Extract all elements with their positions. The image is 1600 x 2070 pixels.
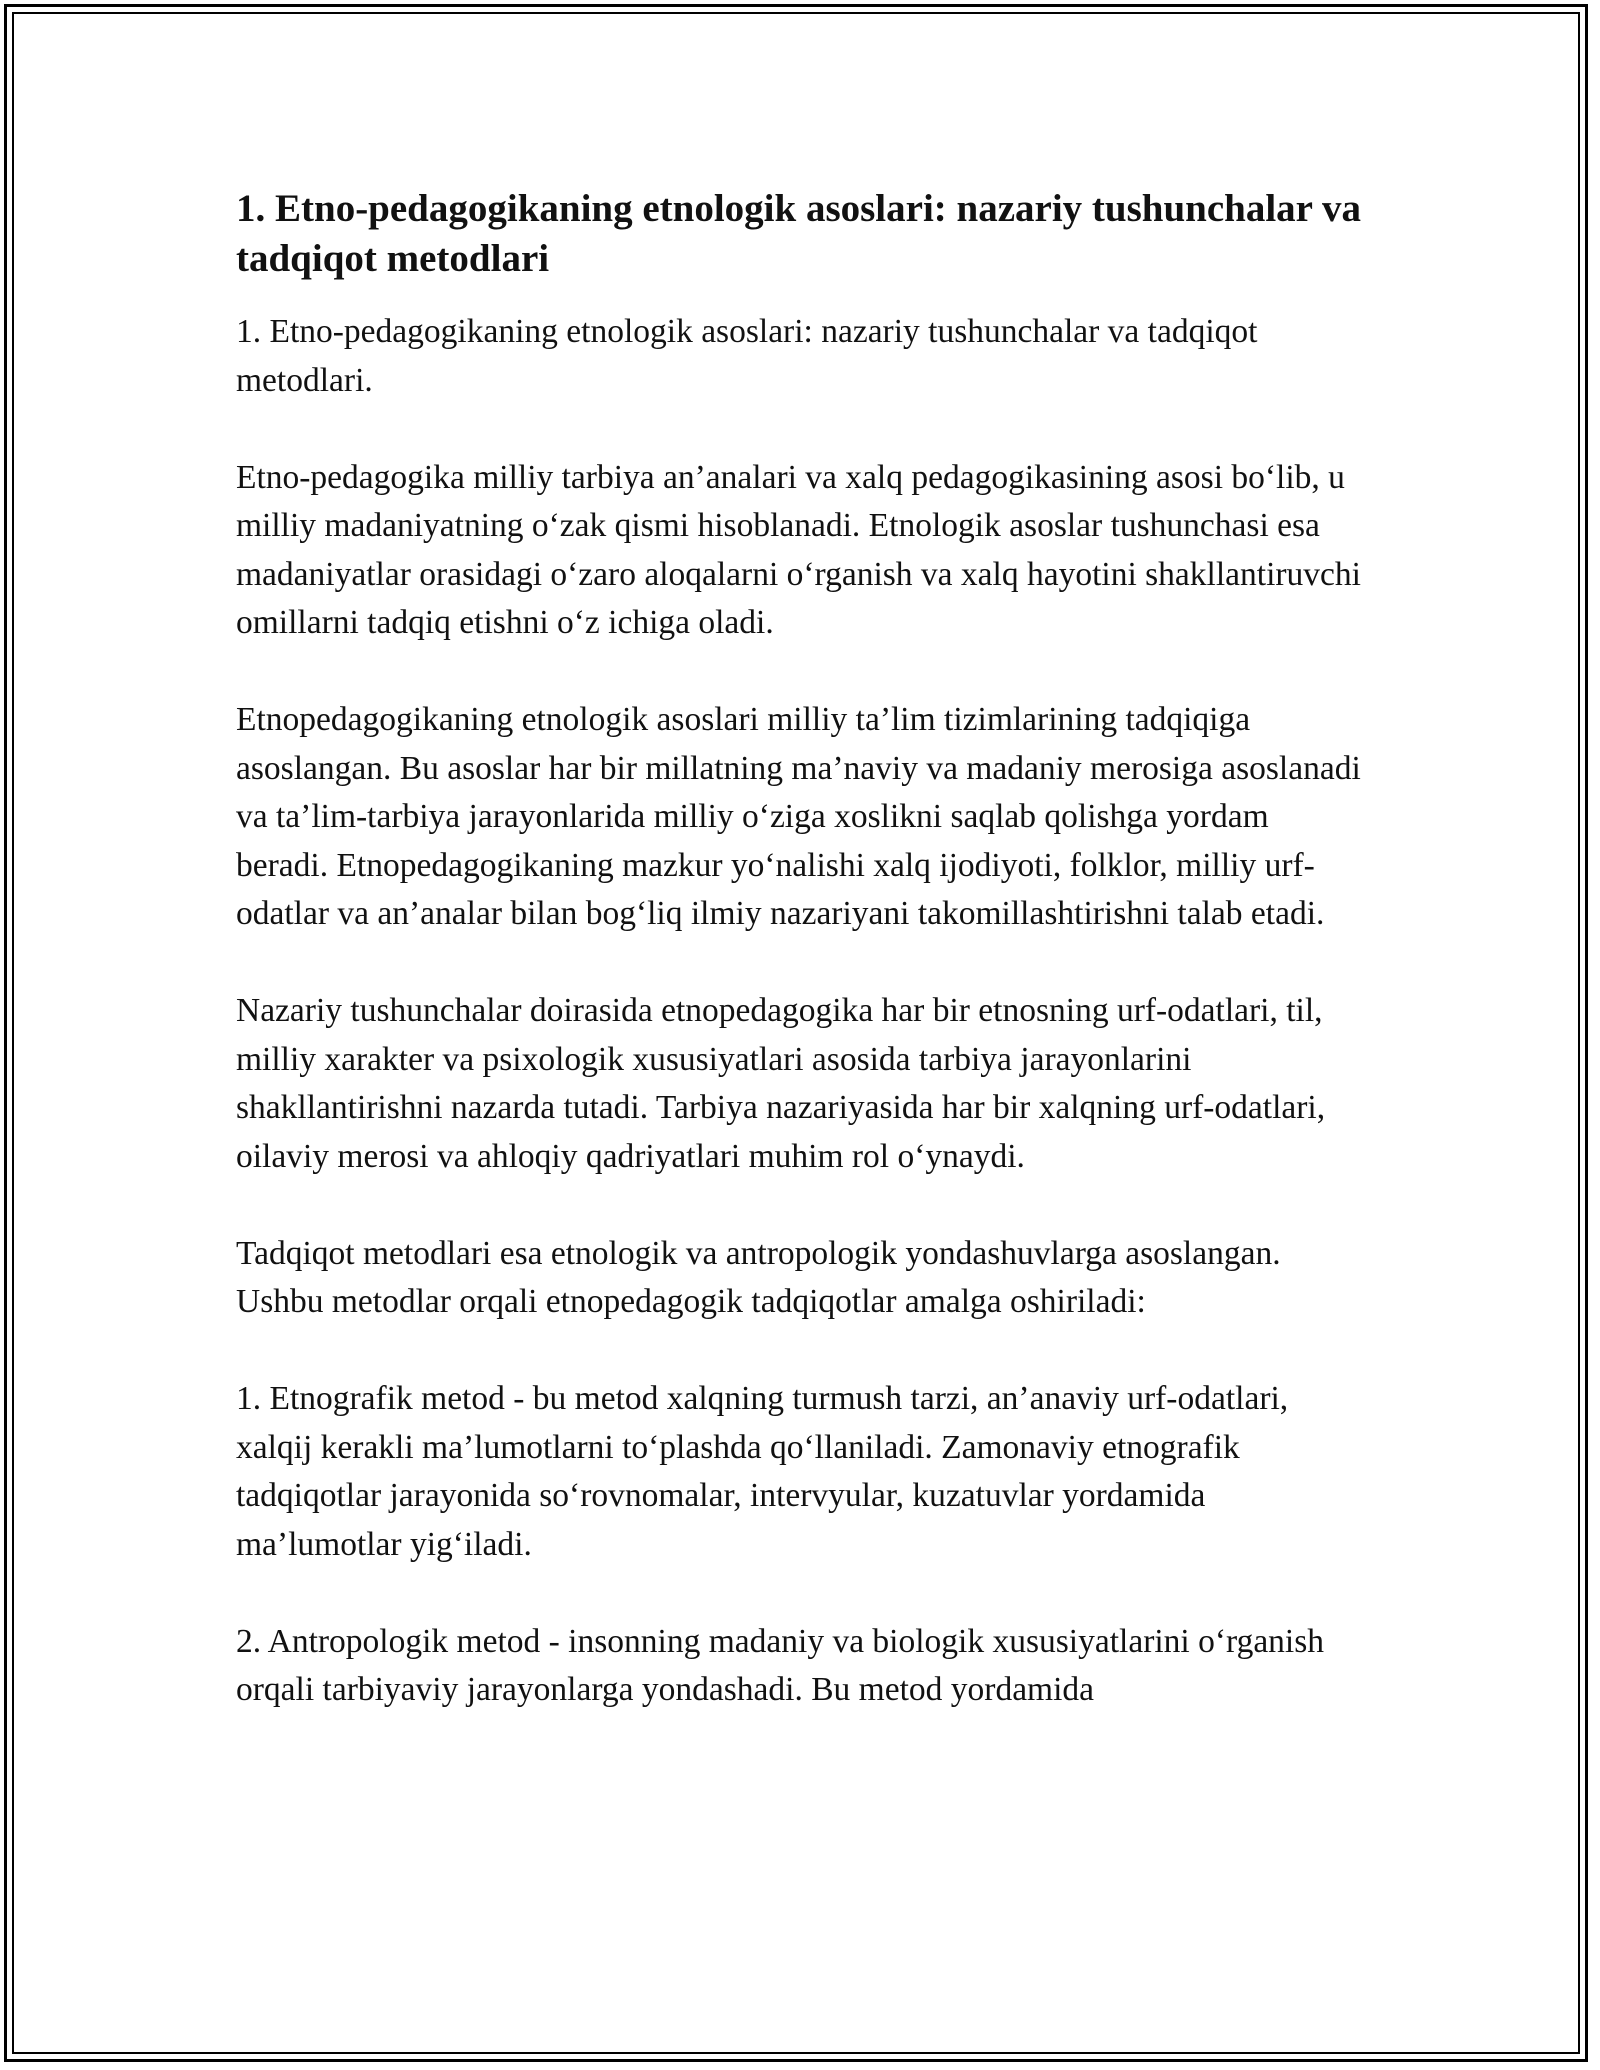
paragraph-intro: 1. Etno-pedagogikaning etnologik asoslari: nazariy tushunchalar va tadqiqot metodlari. bbox=[236, 313, 1258, 399]
paragraph-definition: Etno-pedagogika milliy tarbiya an’analari va xalq pedagogikasining asosi bo‘lib, u milliy madaniyatning o‘zak qismi hisoblanadi. Etnologik asoslar tushunchasi esa madaniyatlar orasidagi o‘zaro aloqalarni o‘rganish va xalq hayotini shakllantiruvchi omillarni tadqiq etishni o‘z ichiga oladi. bbox=[236, 458, 1361, 641]
paragraph-anthropological-method: 2. Antropologik metod - insonning madaniy va biologik xususiyatlarini o‘rganish orqali tarbiyaviy jarayonlarga yondashadi. Bu metod yordamida bbox=[236, 1622, 1325, 1708]
paragraph-methods: Tadqiqot metodlari esa etnologik va antropologik yondashuvlarga asoslangan. Ushbu metodlar orqali etnopedagogik tadqiqotlar amalga oshiriladi: bbox=[236, 1234, 1281, 1320]
paragraph-theory: Nazariy tushunchalar doirasida etnopedagogika har bir etnosning urf-odatlari, til, milliy xarakter va psixologik xususiyatlari asosida tarbiya jarayonlarini shakllantirishni nazarda tutadi. Tarbiya nazariyasida har bir xalqning urf-odatlari, oilaviy merosi va ahloqiy qadriyatlari muhim rol o‘ynaydi. bbox=[236, 992, 1326, 1175]
paragraph-foundations: Etnopedagogikaning etnologik asoslari milliy ta’lim tizimlarining tadqiqiga asoslangan. Bu asoslar har bir millatning ma’naviy va madaniy merosiga asoslanadi va ta’lim-tarbiya jarayonlarida milliy o‘ziga xoslikni saqlab qolishga yordam beradi. Etnopedagogikaning mazkur yo‘nalishi xalq ijodiyoti, folklor, milliy urf-odatlar va an’analar bilan bog‘liq ilmiy nazariyani takomillashtirishni talab etadi. bbox=[236, 701, 1361, 932]
document-title: 1. Etno-pedagogikaning etnologik asoslari: nazariy tushunchalar va tadqiqot metodlari bbox=[236, 187, 1362, 280]
paragraph-ethnographic-method: 1. Etnografik metod - bu metod xalqning turmush tarzi, an’anaviy urf-odatlari, xalqij kerakli ma’lumotlarni to‘plashda qo‘llaniladi. Zamonaviy etnografik tadqiqotlar jarayonida so‘rovnomalar, intervyular, kuzatuvlar yordamida ma’lumotlar yig‘iladi. bbox=[236, 1380, 1289, 1563]
document-content bbox=[236, 184, 1366, 1763]
